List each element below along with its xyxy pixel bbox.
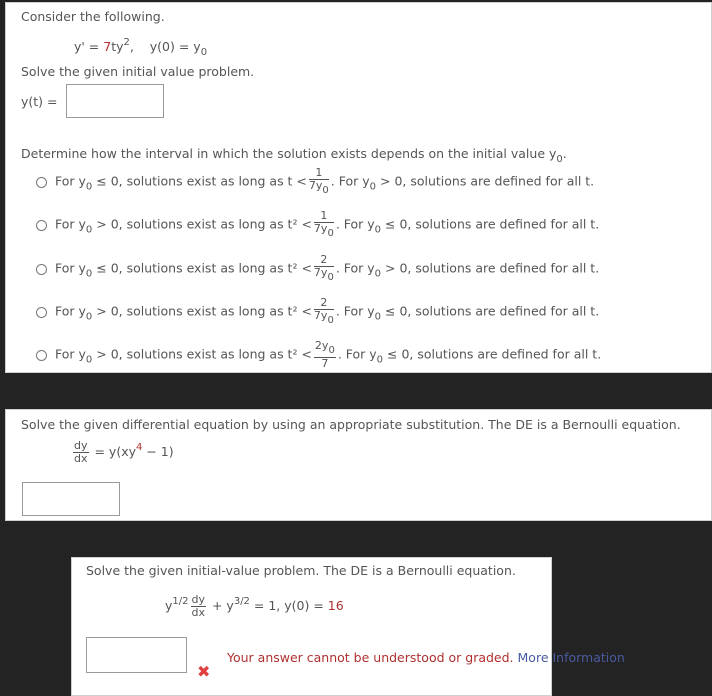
opt-text: > 0, solutions are defined for all t.	[376, 173, 595, 189]
frac-den-text: 7y	[313, 309, 328, 322]
mid-exp: 3/2	[233, 596, 250, 607]
fraction	[309, 167, 329, 197]
question-2-panel	[5, 409, 712, 521]
opt-text: > 0, solutions exist as long as t² <	[92, 303, 312, 319]
q2-equation	[71, 440, 174, 465]
q3-instruction: Solve the given initial-value problem. The DE is a Bernoulli equation.	[86, 563, 516, 578]
radio-button[interactable]	[36, 264, 47, 275]
opt-text: > 0, solutions exist as long as t² <	[92, 346, 312, 362]
q3-equation	[165, 594, 344, 619]
eq-ic-sub: 0	[200, 47, 208, 58]
frac-den: dx	[74, 452, 88, 465]
fraction	[73, 440, 89, 465]
eq-coef: 7	[103, 39, 112, 54]
eq-rest: ty	[111, 39, 124, 54]
radio-option-1[interactable]: For $y_0 \le 0$, solutions exist as long as t < $\frac{1}{7y_0}$ . For $y_0 > 0$, solutions are defined for all t.	[36, 167, 594, 197]
opt-text: > 0, solutions exist as long as t² <	[92, 216, 312, 232]
frac-den: $7y_0$	[313, 266, 334, 283]
opt-text: . For y	[337, 346, 377, 362]
frac-den: $7y_0$	[313, 309, 334, 326]
radio-option-2[interactable]: For $y_0 > 0$, solutions exist as long as t² < $\frac{1}{7y_0}$ . For $y_0 \le 0$, solutions are defined for all t.	[36, 210, 599, 240]
radio-option-3[interactable]: For $y_0 \le 0$, solutions exist as long as t² < $\frac{2}{7y_0}$ . For $y_0 > 0$, solutions are defined for all t.	[36, 254, 599, 284]
frac-num: 1	[314, 210, 334, 223]
question-3-panel	[71, 557, 625, 696]
q1-instruction: Solve the given initial value problem.	[21, 64, 255, 79]
ic-value: 16	[327, 598, 344, 613]
fraction	[191, 594, 207, 619]
radio-button[interactable]	[36, 307, 47, 318]
opt-text: ≤ 0, solutions are defined for all t.	[383, 346, 602, 362]
opt-text: For y	[55, 303, 86, 319]
q1-intro: Consider the following.	[21, 9, 165, 24]
frac-num-text: 2y	[314, 339, 329, 352]
radio-option-5[interactable]: For $y_0 > 0$, solutions exist as long as t² < $\frac{2y_0}{7}$ . For $y_0 \le 0$, solutions are defined for all t.	[36, 340, 601, 370]
frac-den: $7y_0$	[313, 222, 334, 239]
interval-prompt-sub: 0	[556, 154, 563, 165]
frac-den-text: 7y	[313, 222, 328, 235]
frac-num: dy	[74, 439, 88, 452]
radio-button[interactable]	[36, 220, 47, 231]
lhs-y: y	[165, 598, 173, 613]
question-1-panel	[5, 2, 712, 373]
interval-prompt-text: Determine how the interval in which the solution exists depends on the initial value y	[21, 146, 557, 161]
rhs-exp: 4	[136, 442, 143, 453]
y-of-t-answer-input[interactable]	[66, 84, 164, 118]
opt-text: ≤ 0, solutions exist as long as t² <	[92, 260, 312, 276]
opt-text: . For y	[330, 173, 370, 189]
answer-label: y(t) =	[21, 94, 58, 109]
frac-num: $2y_0$	[314, 339, 335, 356]
q3-answer-input[interactable]	[86, 637, 187, 673]
eq-exp: 2	[123, 37, 130, 48]
rhs: = 1, y(0) =	[249, 598, 328, 613]
opt-text: > 0, solutions are defined for all t.	[381, 260, 600, 276]
opt-text: ≤ 0, solutions exist as long as t <	[92, 173, 307, 189]
eq-lhs: y' =	[74, 39, 104, 54]
rhs-a: = y(xy	[94, 444, 137, 459]
q2-answer-input[interactable]	[22, 482, 120, 516]
fraction	[314, 210, 334, 240]
fraction	[314, 254, 334, 284]
opt-text: ≤ 0, solutions are defined for all t.	[381, 303, 600, 319]
error-text: Your answer cannot be understood or graded.	[227, 650, 514, 665]
rhs-b: − 1)	[142, 444, 174, 459]
fraction	[314, 340, 336, 370]
opt-text: For y	[55, 346, 86, 362]
more-information-link[interactable]: More Information	[517, 650, 625, 665]
error-message	[227, 650, 625, 665]
radio-option-4[interactable]: For $y_0 > 0$, solutions exist as long as t² < $\frac{2}{7y_0}$ . For $y_0 \le 0$, solutions are defined for all t.	[36, 297, 599, 327]
frac-num: 1	[309, 167, 329, 180]
frac-num: 2	[314, 254, 334, 267]
frac-den: 7	[321, 357, 329, 370]
eq-ic: y(0) = y	[149, 39, 201, 54]
fraction	[314, 297, 334, 327]
radio-button[interactable]	[36, 350, 47, 361]
opt-text: ≤ 0, solutions are defined for all t.	[381, 216, 600, 232]
frac-num: 2	[314, 297, 334, 310]
frac-den: dx	[191, 606, 205, 619]
incorrect-x-icon: ✖	[197, 662, 211, 681]
opt-text: . For y	[335, 216, 375, 232]
q1-equation: $y' = 7ty^2$, $y(0) = y_0$	[74, 37, 208, 58]
mid: + y	[208, 598, 234, 613]
radio-button[interactable]	[36, 177, 47, 188]
opt-text: . For y	[335, 260, 375, 276]
opt-text: For y	[55, 260, 86, 276]
frac-num: dy	[191, 593, 205, 606]
frac-den-text: 7y	[308, 179, 323, 192]
opt-text: . For y	[335, 303, 375, 319]
opt-text: For y	[55, 216, 86, 232]
interval-prompt: Determine how the interval in which the solution exists depends on the initial value $y_0$.	[21, 146, 567, 165]
frac-den: $7y_0$	[308, 179, 329, 196]
q2-instruction: Solve the given differential equation by using an appropriate substitution. The DE is a Bernoulli equation.	[21, 417, 681, 432]
lhs-exp: 1/2	[172, 596, 189, 607]
opt-text: For y	[55, 173, 86, 189]
frac-den-text: 7y	[313, 266, 328, 279]
